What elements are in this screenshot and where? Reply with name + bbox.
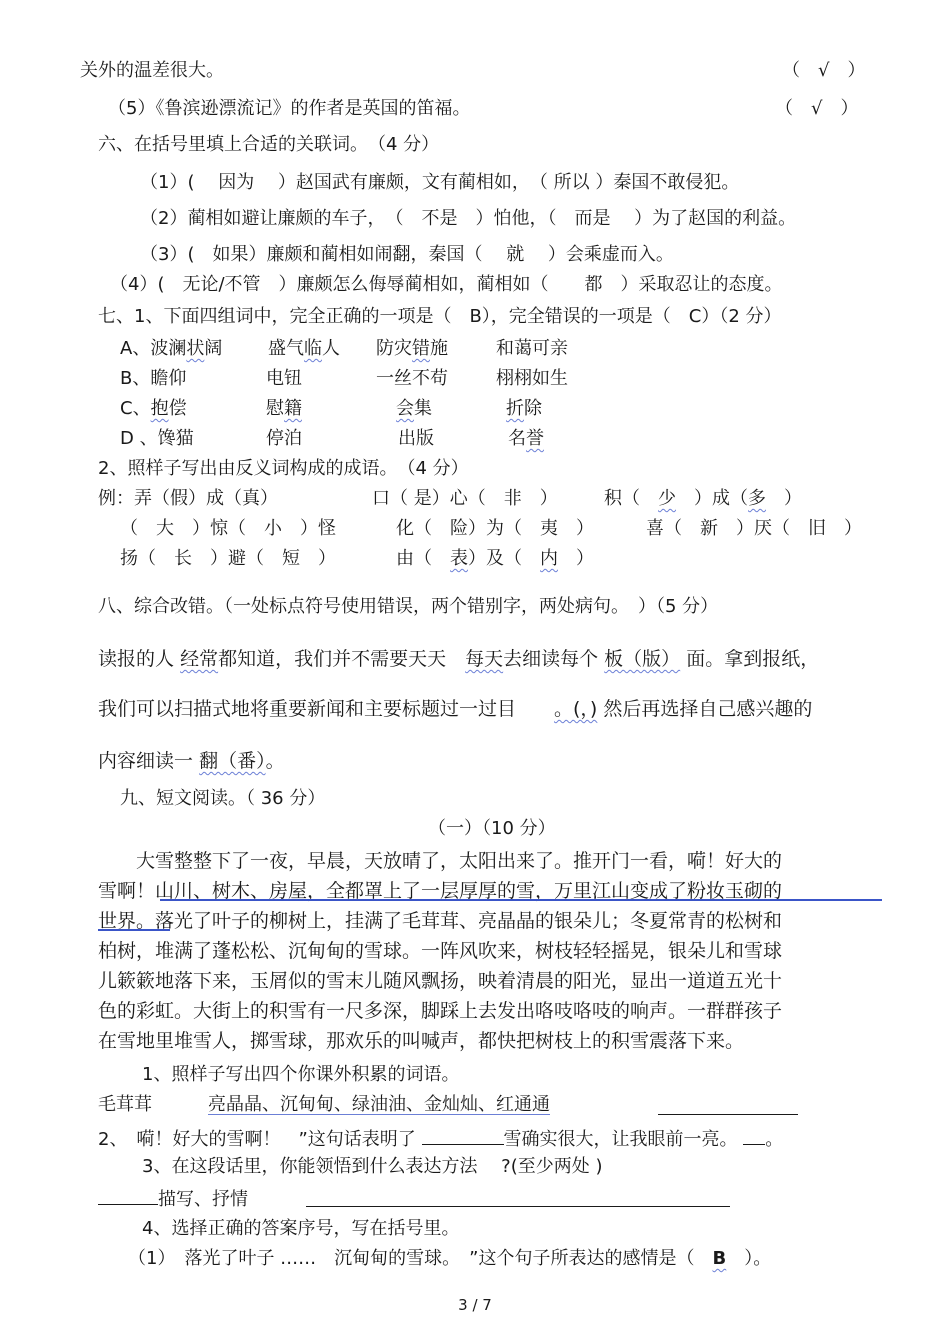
idiom-example: 例：弄（假）成（真） xyxy=(98,488,278,509)
q5-tail-text: 关外的温差很大。 xyxy=(80,60,224,81)
section-8-title: 八、综合改错。（一处标点符号使用错误，两个错别字，两处病句。 ）（5 分） xyxy=(98,596,719,617)
question-9-1: 1、照样子写出四个你课外积累的词语。 xyxy=(142,1064,460,1085)
passage-line-5: 儿簌簌地落下来，玉屑似的雪末儿随风飘扬，映着清晨的阳光，显出一道道五光十 xyxy=(98,970,783,992)
word-row-b-col3: 一丝不苟 xyxy=(376,368,448,389)
word-row-c-col4: 折除 xyxy=(506,398,542,419)
word-row-a-col3: 防灾错施 xyxy=(376,338,448,359)
word-row-c-col2: 慰籍 xyxy=(266,398,302,419)
question-9-3-answer: 描写、抒情 xyxy=(98,1186,248,1211)
underline-rule-2 xyxy=(98,929,170,931)
question-9-1-answer: 亮晶晶、沉甸甸、绿油油、金灿灿、红通通 xyxy=(208,1094,550,1115)
idiom-r2-a: （ 大 ）惊（ 小 ）怪 xyxy=(120,518,336,539)
answer-blank-3 xyxy=(306,1188,730,1207)
section-7-title: 七、1、下面四组词中，完全正确的一项是（ B），完全错误的一项是（ C）（2 分） xyxy=(98,306,782,327)
question-9-4: 4、选择正确的答案序号，写在括号里。 xyxy=(142,1218,460,1239)
question-9-1-example: 毛茸茸 xyxy=(98,1094,152,1115)
word-row-d-col2: 停泊 xyxy=(266,428,302,449)
passage-line-2: 雪啊！山川、树木、房屋，全都罩上了一层厚厚的雪，万里江山变成了粉妆玉砌的 xyxy=(98,880,783,902)
correction-line-2: 我们可以扫描式地将重要新闻和主要标题过一过目 。(，) 然后再选择自己感兴趣的 xyxy=(98,698,813,720)
section-6-item-3: （3）( 如果）廉颇和蔺相如闹翻，秦国（ 就 ）会乘虚而入。 xyxy=(140,244,674,265)
word-row-a-col2: 盛气临人 xyxy=(268,338,340,359)
correction-line-1: 读报的人 经常都知道，我们并不需要天天 每天去细读每个 板（版） 面。拿到报纸， xyxy=(98,648,820,670)
section-9-title: 九、短文阅读。（ 36 分） xyxy=(120,788,326,809)
section-6-item-2: （2）蔺相如避让廉颇的车子， （ 不是 ）怕他，（ 而是 ）为了赵国的利益。 xyxy=(140,208,797,229)
word-row-b-col4: 栩栩如生 xyxy=(496,368,568,389)
idiom-r2-b: 化（ 险）为（ 夷 ） xyxy=(396,518,594,539)
correction-line-3: 内容细读一 翻（番）。 xyxy=(98,750,285,772)
idiom-question-title: 2、照样子写出由反义词构成的成语。 （4 分） xyxy=(98,458,469,479)
word-row-b-col1: B、瞻仰 xyxy=(120,368,187,389)
word-row-d-col4: 名誉 xyxy=(508,428,544,449)
idiom-r1-b: 口（ 是）心（ 非 ） xyxy=(372,488,558,509)
word-row-b-col2: 电钮 xyxy=(266,368,302,389)
idiom-r3-b: 由（ 表）及（ 内 ） xyxy=(396,548,594,569)
section-6-item-4: （4）( 无论/不管 ）廉颇怎么侮辱蔺相如，蔺相如（ 都 ）采取忍让的态度。 xyxy=(110,274,783,295)
passage-line-4: 柏树，堆满了蓬松松、沉甸甸的雪球。一阵风吹来，树枝轻轻摇晃，银朵儿和雪球 xyxy=(98,940,783,962)
passage-subtitle: （一）（10 分） xyxy=(428,818,556,839)
section-6-item-1: （1）( 因为 ）赵国武有廉颇，文有蔺相如， （ 所以 ）秦国不敢侵犯。 xyxy=(140,172,740,193)
word-row-a-col4: 和蔼可亲 xyxy=(496,338,568,359)
answer-blank-1 xyxy=(658,1096,798,1115)
page-number: 3 / 7 xyxy=(458,1296,492,1314)
word-row-c-col1: C、抱偿 xyxy=(120,398,187,419)
q5-5-mark: （ √ ） xyxy=(775,98,859,119)
passage-line-1: 大雪整整下了一夜，早晨，天放晴了，太阳出来了。推开门一看，嗬！好大的 xyxy=(98,850,783,872)
underline-rule-1 xyxy=(160,899,882,901)
passage-line-6: 色的彩虹。大街上的积雪有一尺多深，脚踩上去发出咯吱咯吱的响声。一群群孩子 xyxy=(98,1000,783,1022)
idiom-r3-a: 扬（ 长 ）避（ 短 ） xyxy=(120,548,336,569)
q5-5-text: （5）《鲁滨逊漂流记》的作者是英国的笛福。 xyxy=(108,98,471,119)
section-6-title: 六、在括号里填上合适的关联词。 （4 分） xyxy=(98,134,440,155)
question-9-2: 2、 嗬！好大的雪啊！ ”这句话表明了 雪确实很大，让我眼前一亮。 。 xyxy=(98,1126,783,1151)
idiom-r2-c: 喜（ 新 ）厌（ 旧 ） xyxy=(646,518,862,539)
question-9-3: 3、在这段话里，你能领悟到什么表达方法 ?(至少两处 ) xyxy=(142,1156,603,1177)
passage-line-3: 世界。落光了叶子的柳树上，挂满了毛茸茸、亮晶晶的银朵儿；冬夏常青的松树和 xyxy=(98,910,783,932)
word-row-a-col1: A、波澜状阔 xyxy=(120,338,223,359)
idiom-r1-c: 积（ 少 ）成（多 ） xyxy=(604,488,802,509)
passage-line-7: 在雪地里堆雪人，掷雪球，那欢乐的叫喊声，都快把树枝上的积雪震落下来。 xyxy=(98,1030,745,1052)
word-row-d-col3: 出版 xyxy=(398,428,434,449)
word-row-d-col1: D 、馋猫 xyxy=(120,428,194,449)
question-9-4-1: （1） 落光了叶子 …… 沉甸甸的雪球。 ”这个句子所表达的感情是（ B ）。 xyxy=(128,1248,772,1269)
q5-tail-mark: （ √ ） xyxy=(782,60,866,81)
word-row-c-col3: 会集 xyxy=(396,398,432,419)
